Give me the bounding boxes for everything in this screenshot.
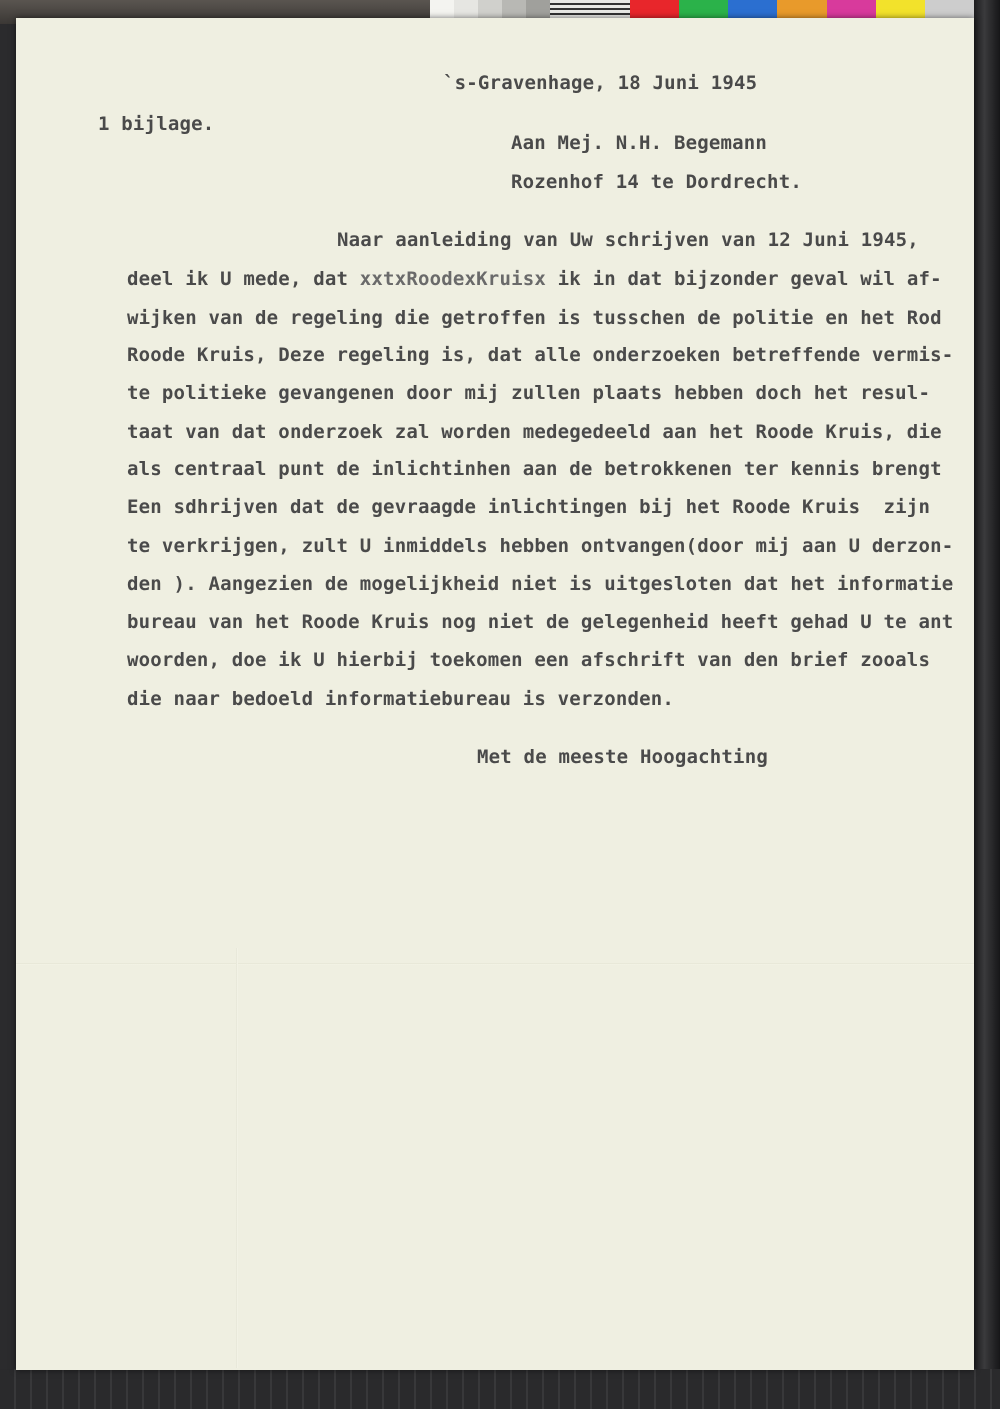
body-line-12: woorden, doe ik U hierbij toekomen een afschrift van den brief zooals (127, 649, 931, 671)
color-swatches (630, 0, 974, 20)
enclosure-note: 1 bijlage. (98, 113, 215, 135)
body-line-2 (127, 268, 942, 290)
addressee: Aan Mej. N.H. Begemann (511, 132, 768, 154)
body-line-8: Een sdhrijven dat de gevraagde inlichtingen bij het Roode Kruis zijn (127, 496, 931, 518)
scanner-background-right (974, 0, 1000, 1409)
color-swatch (777, 0, 826, 20)
body-line-5: te politieke gevangenen door mij zullen plaats hebben doch het resul- (127, 382, 931, 404)
body-line-3: wijken van de regeling die getroffen is tusschen de politie en het Rod (127, 307, 942, 329)
scanner-background-bottom (0, 1369, 1000, 1409)
body-line-4: Roode Kruis, Deze regeling is, dat alle onderzoeken betreffende vermis- (127, 344, 954, 366)
color-swatch (827, 0, 876, 20)
color-swatch (876, 0, 925, 20)
color-swatch (679, 0, 728, 20)
address: Rozenhof 14 te Dordrecht. (511, 171, 802, 193)
paper-fold-vertical (236, 948, 238, 1368)
gray-patch (430, 0, 454, 20)
body-line-7: als centraal punt de inlichtinhen aan de betrokkenen ter kennis brengt (127, 458, 942, 480)
paper-fold-horizontal (16, 963, 974, 965)
body-line-6: taat van dat onderzoek zal worden medegedeeld aan het Roode Kruis, die (127, 421, 942, 443)
color-swatch (925, 0, 974, 20)
body-line-13: die naar bedoeld informatiebureau is verzonden. (127, 688, 675, 710)
body-line-10: den ). Aangezien de mogelijkheid niet is uitgesloten dat het informatie (127, 573, 954, 595)
closing-salutation: Met de meeste Hoogachting (477, 746, 768, 768)
body-line-1: Naar aanleiding van Uw schrijven van 12 Juni 1945, (337, 229, 919, 251)
body-line-2-end: ik in dat bijzonder geval wil af- (546, 268, 942, 290)
body-line-9: te verkrijgen, zult U inmiddels hebben ontvangen(door mij aan U derzon- (127, 535, 954, 557)
gray-patch (502, 0, 526, 20)
resolution-bars (550, 0, 630, 20)
letter-paper (16, 18, 974, 1370)
gray-patch (454, 0, 478, 20)
gray-patch (526, 0, 550, 20)
color-swatch (630, 0, 679, 20)
body-line-2-start: deel ik U mede, dat (127, 268, 360, 290)
gray-patch (478, 0, 502, 20)
place-and-date: `s-Gravenhage, 18 Juni 1945 (443, 72, 758, 94)
body-line-11: bureau van het Roode Kruis nog niet de gelegenheid heeft gehad U te ant (127, 611, 954, 633)
crossed-out-text: xxtxRoodexKruisx (359, 268, 547, 290)
color-swatch (728, 0, 777, 20)
